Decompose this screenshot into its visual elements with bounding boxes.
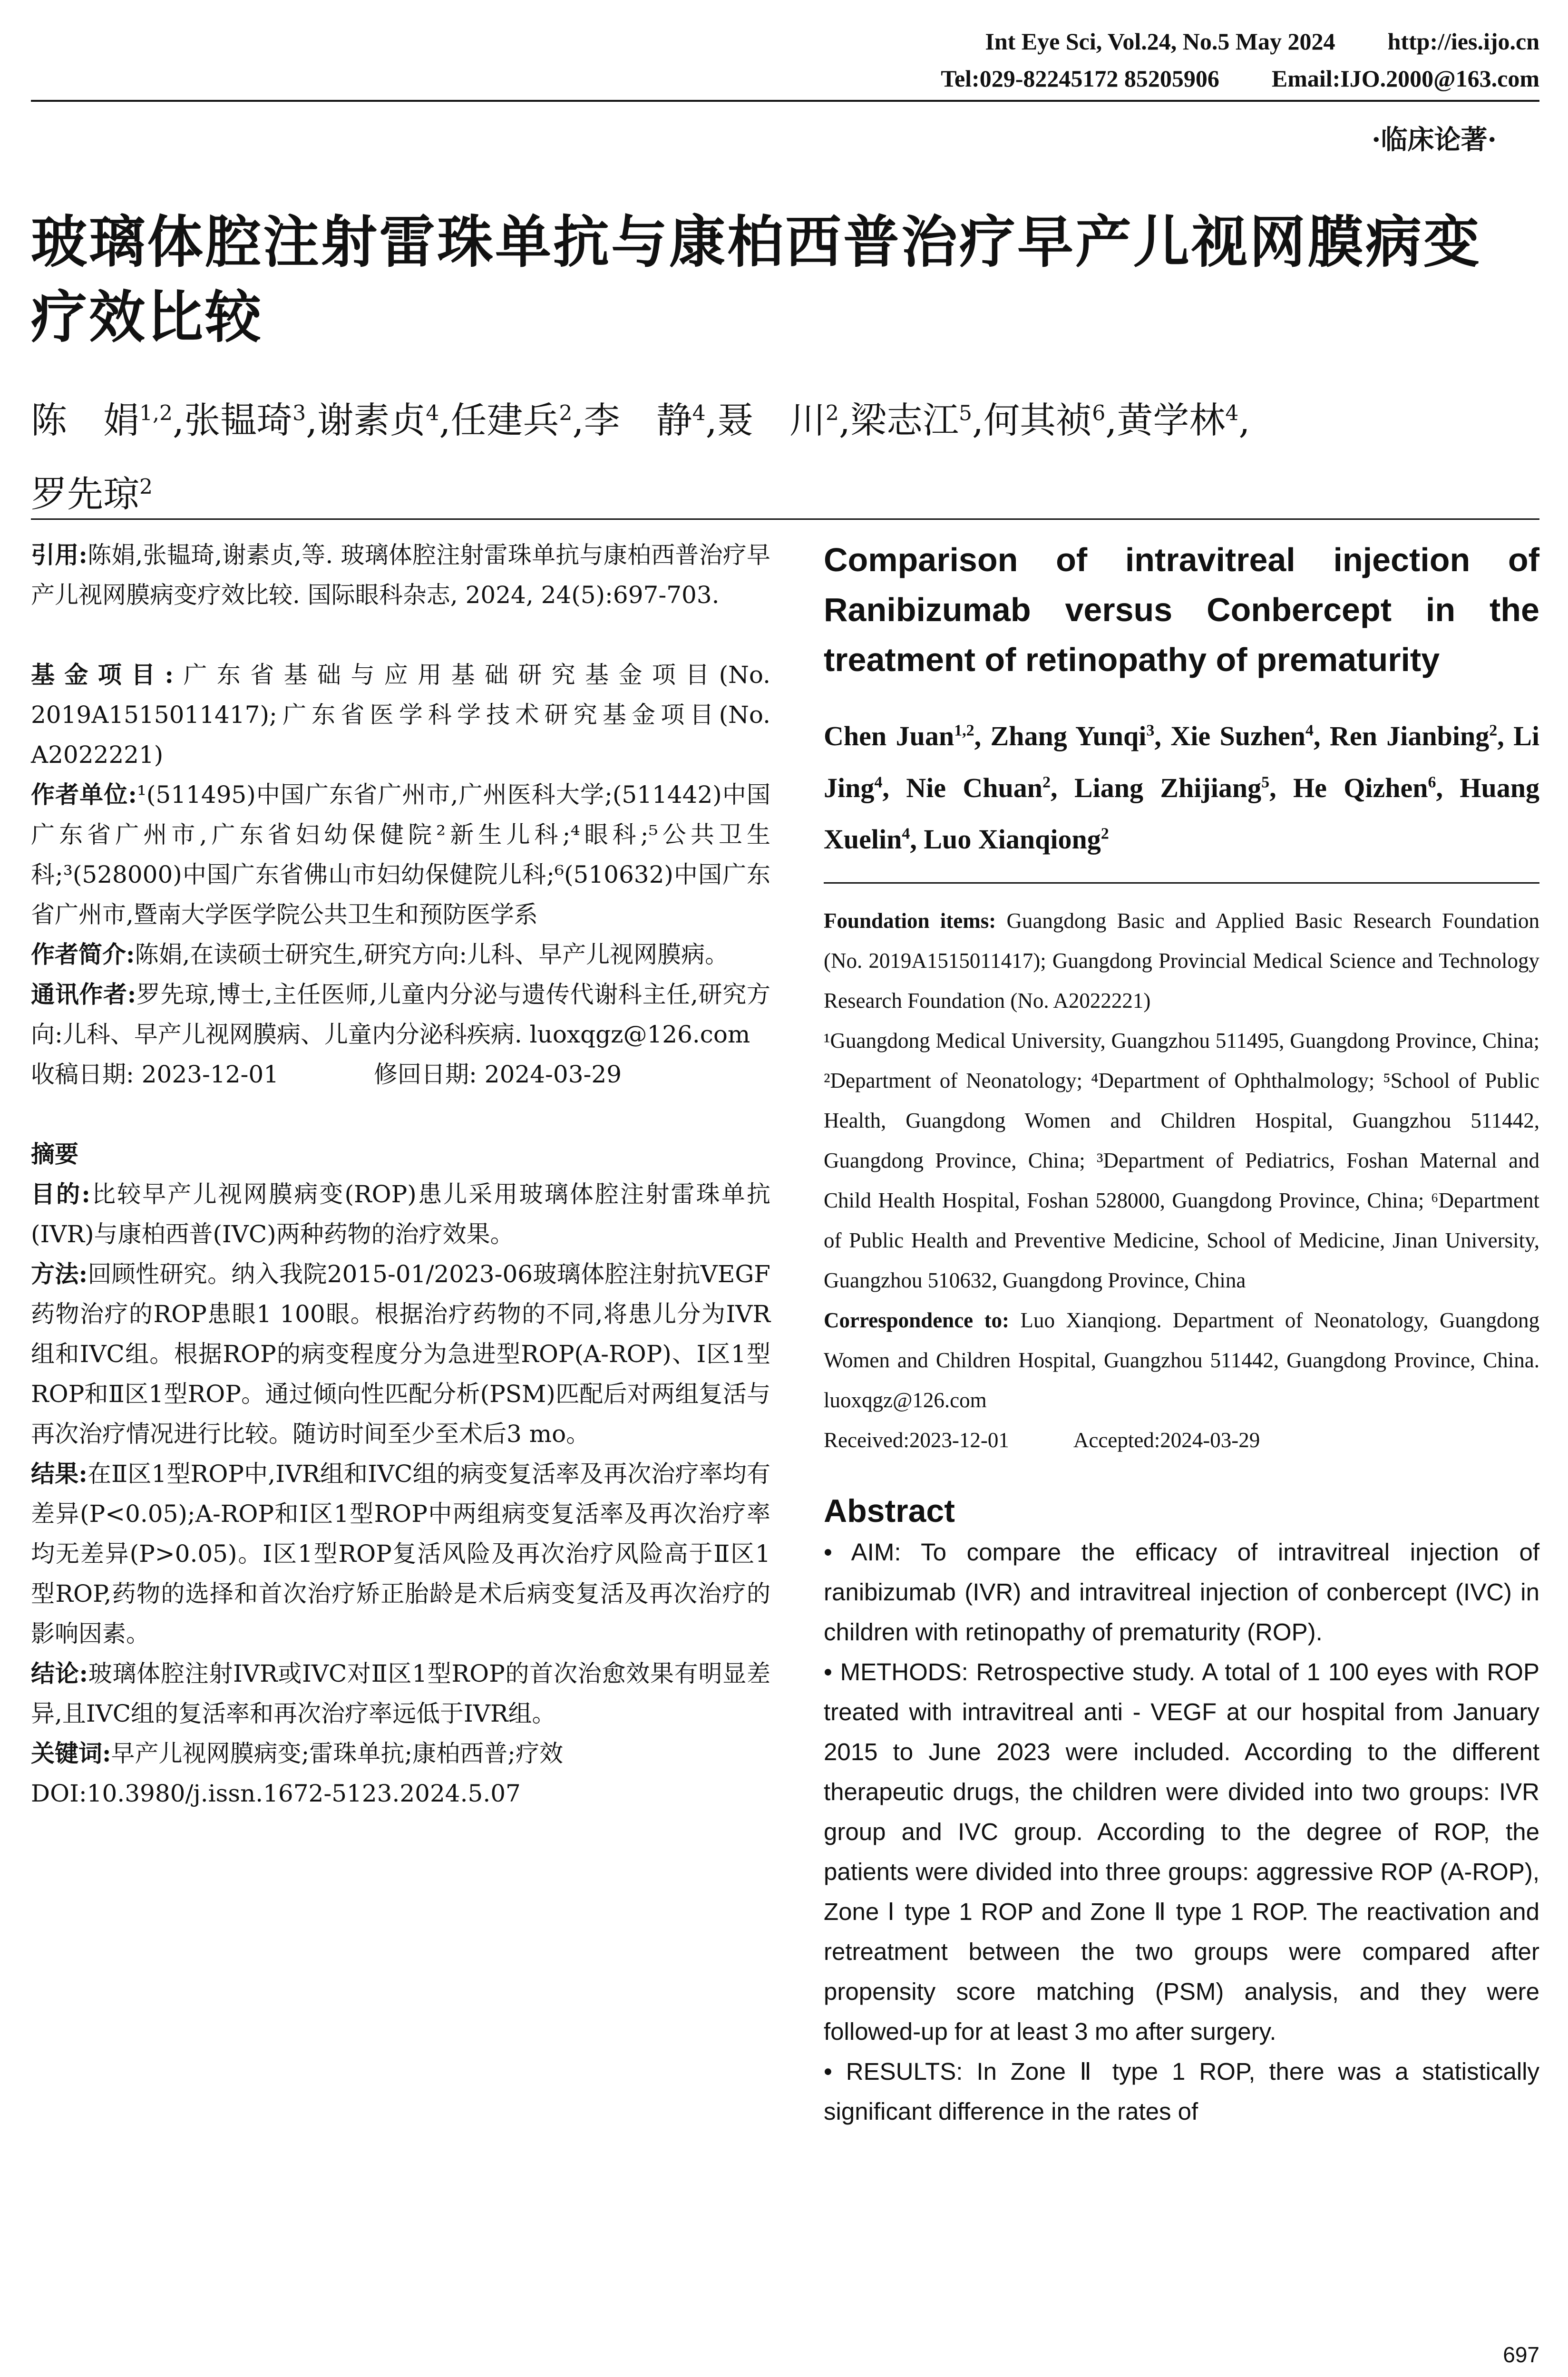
abstract-heading-en: Abstract [824, 1492, 955, 1529]
author-cn: 罗先琼$^2$ [31, 472, 153, 515]
chinese-authors: 陈 娟$^{1,2}$,张韫琦$^3$,谢素贞$^4$,任建兵$^2$,李 静$^4$,聂 川$^2$,梁志江$^5$,何其祯$^6$,黄学林$^4$, 罗先琼$^2$ [31, 399, 1250, 515]
chinese-title: 玻璃体腔注射雷珠单抗与康柏西普治疗早产儿视网膜病变疗效比较 [31, 209, 1482, 350]
author-cn: 聂 川$^2$ [717, 399, 839, 442]
author-cn: 张韫琦$^3$ [184, 399, 306, 442]
author-cn: 黄学林$^4$ [1117, 399, 1239, 442]
abstract-results: • RESULTS: In Zone Ⅱ type 1 ROP, there was a statistically significant difference in the rates of [824, 2057, 1539, 2125]
english-authors: Chen Juan$^{1,2}$, Zhang Yunqi$^3$, Xie Suzhen$^4$, Ren Jianbing$^2$, Li Jing$^4$, Nie Chuan$^2$, Liang Zhijiang$^5$, He Qizhen$^6$, Huang Xuelin$^4$, Luo Xianqiong$^2$ [824, 721, 1540, 855]
header-divider [31, 100, 1539, 102]
author-cn: 谢素贞$^4$ [317, 399, 439, 442]
section-tag: ·临床论著· [1372, 124, 1497, 156]
objective-block: 目的:比较早产儿视网膜病变(ROP)患儿采用玻璃体腔注射雷珠单抗(IVR)与康柏西普(IVC)两种药物的治疗效果。 [31, 1180, 770, 1248]
author-cn: 李 静$^4$ [584, 399, 706, 442]
received-accepted: Received:2023-12-01 Accepted:2024-03-29 [824, 1428, 1260, 1452]
author-en: Liang Zhijiang$^5$ [1074, 772, 1270, 803]
affiliations-block: ¹Guangdong Medical University, Guangzhou 511495, Guangdong Province, China; ²Department of Neonatology; ⁴Department of Ophthalmology; ⁵School of Public Health, Guangdong Women and Children Hospital, Guangzhou 511442, Guangdong Province, China; ³Department of Pediatrics, Foshan Maternal and Child Health Hospital, Foshan 528000, Guangdong Province, China; ⁶Department of Public Health and Preventive Medicine, School of Medicine, Jinan University, Guangzhou 510632, Guangdong Province, China [824, 1028, 1539, 1292]
author-en: Li Jing$^4$ [824, 721, 1539, 803]
corresponding-author-block: 通讯作者:罗先琼,博士,主任医师,儿童内分泌与遗传代谢科主任,研究方向:儿科、早产儿视网膜病、儿童内分泌科疾病. luoxqgz@126.com [31, 980, 770, 1048]
header-line-2 [941, 60, 1539, 97]
abstract-aim: • AIM: To compare the efficacy of intravitreal injection of ranibizumab (IVR) and intravitreal injection of conbercept (IVC) in children with retinopathy of prematurity (ROP). [824, 1538, 1539, 1646]
english-divider [824, 882, 1539, 884]
left-column [31, 535, 770, 1813]
page-number: 697 [1503, 2342, 1539, 2367]
right-column [824, 535, 1539, 2132]
keywords-block: 关键词:早产儿视网膜病变;雷珠单抗;康柏西普;疗效 [31, 1739, 564, 1767]
author-en: Nie Chuan$^2$ [906, 772, 1051, 803]
journal-email[interactable]: Email:IJO.2000@163.com [1271, 65, 1539, 92]
title-divider [31, 518, 1539, 520]
abstract-methods: • METHODS: Retrospective study. A total of 1 100 eyes with ROP treated with intravitreal anti - VEGF at our hospital from January 2015 to June 2023 were included. According to the different therapeutic drugs, the children were divided into two groups: IVR group and IVC group. According to the degree of ROP, the patients were divided into three groups: aggressive ROP (A-ROP), Zone Ⅰ type 1 ROP and Zone Ⅱ type 1 ROP. The reactivation and retreatment between the two groups were compared after propensity score matching (PSM) analysis, and they were followed-up for at least 3 mo after surgery. [824, 1658, 1539, 2045]
author-cn: 任建兵$^2$ [450, 399, 573, 442]
foundation-block: Foundation items: Guangdong Basic and Applied Basic Research Foundation (No. 2019A1515011417); Guangdong Provincial Medical Science and Technology Research Foundation (No. A2022221) [824, 908, 1539, 1013]
running-header [941, 23, 1539, 97]
author-en: Xie Suzhen$^4$ [1170, 721, 1314, 752]
unit-block: 作者单位:¹(511495)中国广东省广州市,广州医科大学;(511442)中国广东省广州市,广东省妇幼保健院²新生儿科;⁴眼科;⁵公共卫生科;³(528000)中国广东省佛山市妇幼保健院儿科;⁶(510632)中国广东省广州市,暨南大学医学院公共卫生和预防医学系 [31, 780, 770, 928]
header-line-1 [941, 23, 1539, 60]
abstract-heading-cn: 摘要 [31, 1140, 78, 1168]
results-block: 结果:在Ⅱ区1型ROP中,IVR组和IVC组的病变复活率及再次治疗率均有差异(P<0.05);A-ROP和Ⅰ区1型ROP中两组病变复活率及再次治疗率均无差异(P>0.05)。Ⅰ区1型ROP复活风险及再次治疗风险高于Ⅱ区1型ROP,药物的选择和首次治疗矫正胎龄是术后病变复活及再次治疗的影响因素。 [31, 1460, 770, 1647]
journal-citation: Int Eye Sci, Vol.24, No.5 May 2024 [985, 28, 1335, 55]
journal-url[interactable]: http://ies.ijo.cn [1387, 28, 1539, 55]
author-en: He Qizhen$^6$ [1293, 772, 1436, 803]
author-en: Ren Jianbing$^2$ [1329, 721, 1498, 752]
author-en: Huang Xuelin$^4$ [824, 772, 1540, 855]
journal-phone: Tel:029-82245172 85205906 [941, 65, 1219, 92]
correspondence-block: Correspondence to: Luo Xianqiong. Department of Neonatology, Guangdong Women and Children Hospital, Guangzhou 511442, Guangdong Province, China. luoxqgz@126.com [824, 1308, 1539, 1412]
author-en: Zhang Yunqi$^3$ [990, 721, 1155, 752]
author-cn: 陈 娟$^{1,2}$ [31, 399, 173, 442]
english-title: Comparison of intravitreal injection of Ranibizumab versus Conbercept in the treatment of retinopathy of prematurity [824, 541, 1539, 678]
dates-block: 收稿日期: 2023-12-01 修回日期: 2024-03-29 [31, 1061, 622, 1088]
author-en: Chen Juan$^{1,2}$ [824, 721, 974, 752]
author-cn: 梁志江$^5$ [850, 399, 973, 442]
bio-block: 作者简介:陈娟,在读硕士研究生,研究方向:儿科、早产儿视网膜病。 [31, 940, 729, 968]
author-en: Luo Xianqiong$^2$ [924, 823, 1109, 855]
fund-block: 基金项目:广东省基础与应用基础研究基金项目(No. 2019A1515011417);广东省医学科学技术研究基金项目(No. A2022221) [31, 661, 770, 769]
doi[interactable]: DOI:10.3980/j.issn.1672-5123.2024.5.07 [31, 1780, 521, 1807]
citation-block: 引用:陈娟,张韫琦,谢素贞,等. 玻璃体腔注射雷珠单抗与康柏西普治疗早产儿视网膜病变疗效比较. 国际眼科杂志, 2024, 24(5):697-703. [31, 541, 770, 609]
methods-block: 方法:回顾性研究。纳入我院2015-01/2023-06玻璃体腔注射抗VEGF药物治疗的ROP患眼1 100眼。根据治疗药物的不同,将患儿分为IVR组和IVC组。根据ROP的病变程度分为急进型ROP(A-ROP)、Ⅰ区1型ROP和Ⅱ区1型ROP。通过倾向性匹配分析(PSM)匹配后对两组复活与再次治疗情况进行比较。随访时间至少至术后3 mo。 [31, 1260, 770, 1448]
conclusion-block: 结论:玻璃体腔注射IVR或IVC对Ⅱ区1型ROP的首次治愈效果有明显差异,且IVC组的复活率和再次治疗率远低于IVR组。 [31, 1659, 770, 1727]
author-cn: 何其祯$^6$ [984, 399, 1106, 442]
